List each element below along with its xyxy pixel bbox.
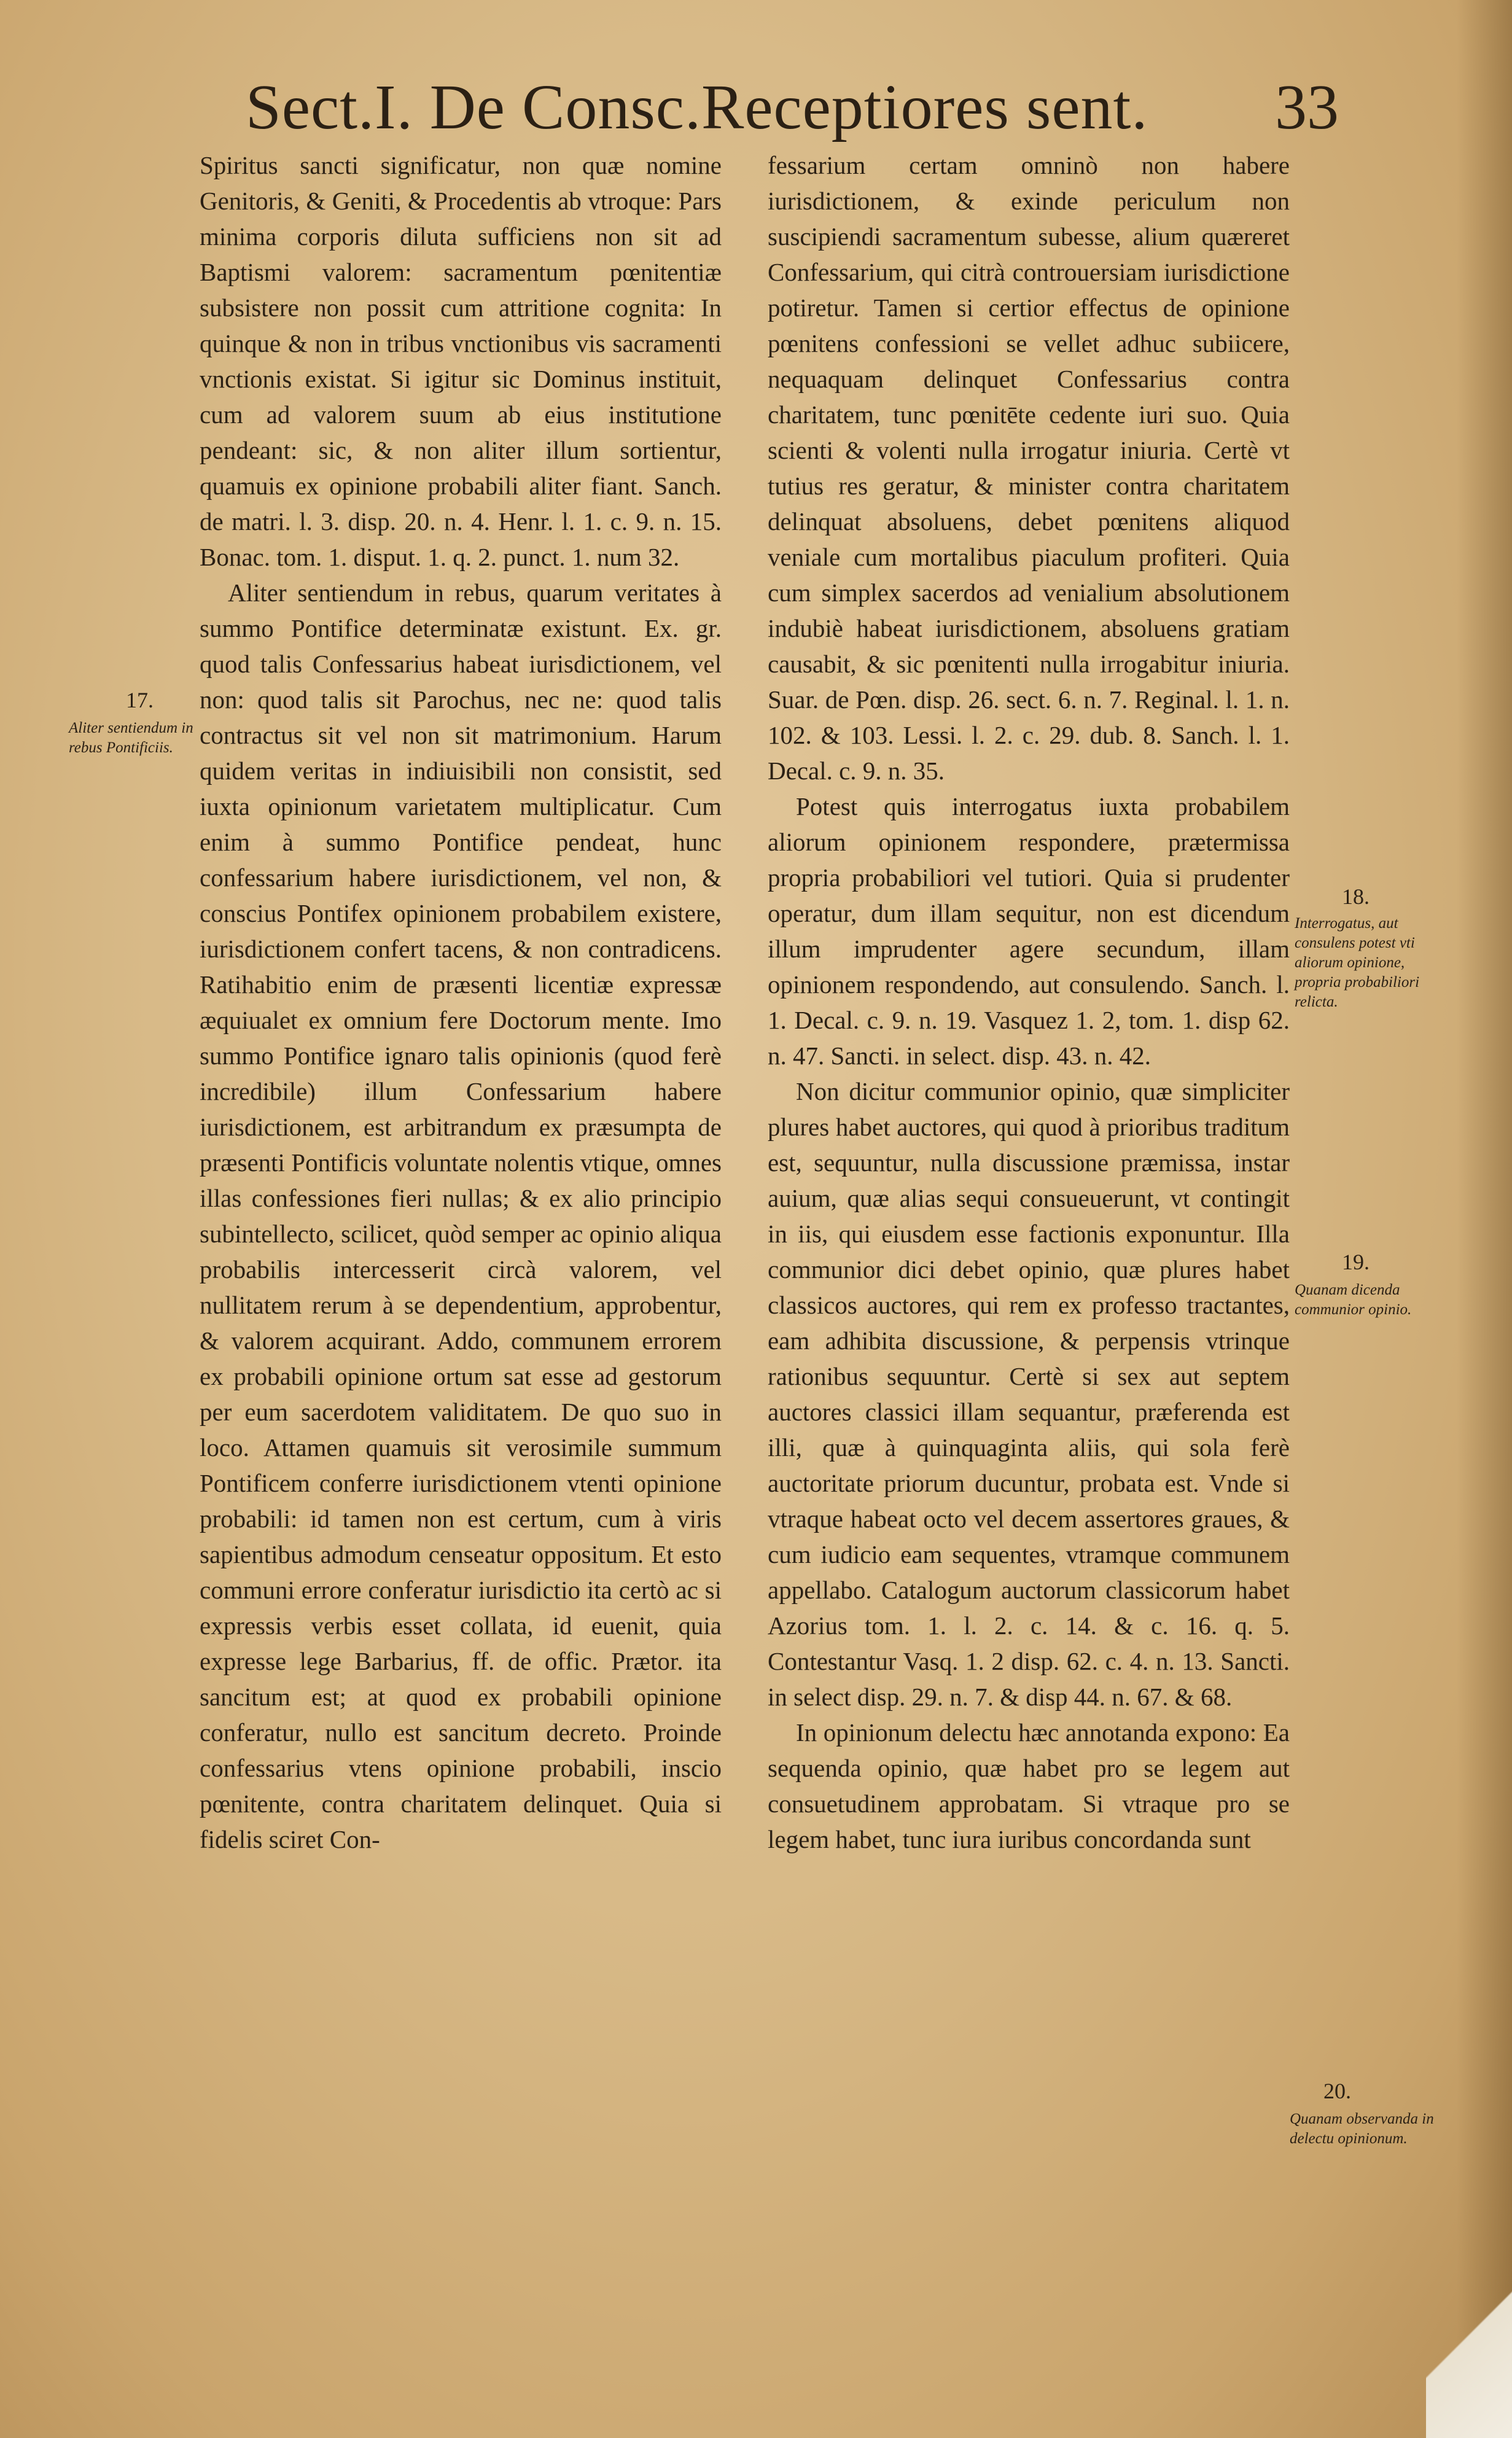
- paragraph: Aliter sentiendum in rebus, quarum veritates à summo Pontifice determinatæ existunt. Ex. gr. quod talis Confessarius habeat iurisdictionem, vel non: quod talis sit Parochus, nec ne: quod talis contractus sit vel non sit matrimonium. Harum quidem veritas in indiuisibili non consistit, sed iuxta opinionum varietatem multiplicatur. Cum enim à summo Pontifice pendeat, hunc confessarium habere iurisdictionem, vel non, & conscius Pontifex opinionem probabilem existere, iurisdictionem confert tacens, & non contradicens. Ratihabitio enim de præsenti licentiæ expressæ æquiualet ex omnium fere Doctorum mente. Imo summo Pontifice ignaro talis opinionis (quod ferè incredibile) illum Confessarium habere iurisdictionem, est arbitrandum ex præsumpta de præsenti Pontificis voluntate nolentis vtique, omnes illas confessiones fieri nullas; & ex alio principio subintellecto, scilicet, quòd semper ac opinio aliqua probabilis intercesserit circà valorem, vel nullitatem rerum à se dependentium, approbentur, & valorem acquirant. Addo, communem errorem ex probabili opinione ortum sat esse ad gestorum per eum sacerdotem validitatem. De quo suo in loco. Attamen quamuis sit verosimile summum Pontificem conferre iurisdictionem vtenti opinione probabili: id tamen non est certum, cum à viris sapientibus admodum censeatur oppositum. Et esto communi errore conferatur iurisdictio ita certò ac si expressis verbis esset collata, id euenit, quia expresse lege Barbarius, ff. de offic. Prætor. ita sancitum est; at quod ex probabili opinione conferatur, nullo est sancitum decreto. Proinde confessarius vtens opinione probabili, inscio pœnitente, contra charitatem delinquet. Quia si fidelis sciret Con-: [200, 578, 722, 1853]
- margin-note-number: 19.: [1342, 1250, 1370, 1274]
- paragraph: Potest quis interrogatus iuxta probabilem aliorum opinionem respondere, prætermissa propria probabiliori vel tutiori. Quia si prudenter operatur, dum illam sequitur, non est dicendum illum imprudenter agere secundum, illam opinionem respondendo, aut consulendo. Sanch. l. 1. Decal. c. 9. n. 19. Vasquez 1. 2, tom. 1. disp 62. n. 47. Sancti. in select. disp. 43. n. 42.: [768, 792, 1290, 1070]
- paragraph: In opinionum delectu hæc annotanda expono: Ea sequenda opinio, quæ habet pro se legem aut consuetudinem approbatam. Si vtraque pro se legem habet, tunc iura iuribus concordanda sunt: [768, 1718, 1290, 1853]
- margin-note: Quanam observanda in delectu opinionum.: [1290, 2111, 1434, 2147]
- margin-note-number: 17.: [126, 688, 154, 712]
- margin-note-number: 20.: [1323, 2079, 1351, 2103]
- margin-note: Interrogatus, aut consulens potest vti aliorum opinione, propria probabiliori relicta.: [1295, 915, 1420, 1010]
- margin-note: Aliter sentiendum in rebus Pontificiis.: [69, 720, 193, 756]
- running-header: [246, 68, 1339, 147]
- left-column: [200, 147, 722, 1857]
- paragraph: fessarium certam omninò non habere iurisdictionem, & exinde periculum non suscipiendi sacramentum subesse, alium quæreret Confessarium, qui citrà controuersiam iurisdictione potiretur. Tamen si certior effectus de opinione pœnitens confessioni se vellet adhuc subiicere, nequaquam delinquet Confessarius contra charitatem, tunc pœnitēte cedente iuri suo. Quia scienti & volenti nulla irrogatur iniuria. Certè vt tutius res geratur, & minister contra charitatem delinquat absoluens, debet pœnitens aliquod veniale cum mortalibus piaculum profiteri. Quia cum simplex sacerdos ad venialium absolutionem indubiè habeat iurisdictionem, absoluens gratiam causabit, & sic pœnitenti nulla irrogabitur iniuria. Suar. de Pœn. disp. 26. sect. 6. n. 7. Reginal. l. 1. n. 102. & 103. Lessi. l. 2. c. 29. dub. 8. Sanch. l. 1. Decal. c. 9. n. 35.: [768, 151, 1290, 785]
- page-edge-shadow: [1457, 0, 1512, 2438]
- torn-corner: [1426, 2278, 1512, 2438]
- page-number: 33: [1275, 72, 1339, 142]
- margin-note: Quanam dicenda communior opinio.: [1295, 1282, 1412, 1318]
- margin-note-number: 18.: [1342, 884, 1370, 909]
- paragraph: Non dicitur communior opinio, quæ simpliciter plures habet auctores, qui quod à prioribus traditum est, sequuntur, nulla discussione præmissa, instar auium, quæ alias sequi consueuerunt, vt contingit in iis, qui eiusdem esse factionis exponuntur. Illa communior dici debet opinio, quæ plures habet classicos auctores, qui rem ex professo tractantes, eam adhibita discussione, & perpensis vtrinque rationibus sequuntur. Certè si sex aut septem auctores classici illam sequantur, præferenda est illi, quæ à quinquaginta aliis, qui sola ferè auctoritate priorum ducuntur, probata est. Vnde si vtraque habeat octo vel decem assertores graues, & cum iudicio eam sequentes, vtramque communem appellabo. Catalogum auctorum classicorum habet Azorius tom. 1. l. 2. c. 14. & c. 16. q. 5. Contestantur Vasq. 1. 2 disp. 62. c. 4. n. 13. Sancti. in select disp. 29. n. 7. & disp 44. n. 67. & 68.: [768, 1077, 1290, 1711]
- right-column: [768, 147, 1290, 1857]
- header-title: Sect.I. De Consc.Receptiores sent.: [246, 72, 1148, 142]
- paragraph: Spiritus sancti significatur, non quæ nomine Genitoris, & Geniti, & Procedentis ab vtroque: Pars minima corporis diluta sufficiens non sit ad Baptismi valorem: sacramentum pœnitentiæ subsistere non possit cum attritione cognita: In quinque & non in tribus vnctionibus vis sacramenti vnctionis existat. Si igitur sic Dominus instituit, cum ad valorem suum ab eius institutione pendeant: sic, & non aliter illum sortientur, quamuis ex opinione probabili aliter fiant. Sanch. de matri. l. 3. disp. 20. n. 4. Henr. l. 1. c. 9. n. 15. Bonac. tom. 1. disput. 1. q. 2. punct. 1. num 32.: [200, 151, 722, 571]
